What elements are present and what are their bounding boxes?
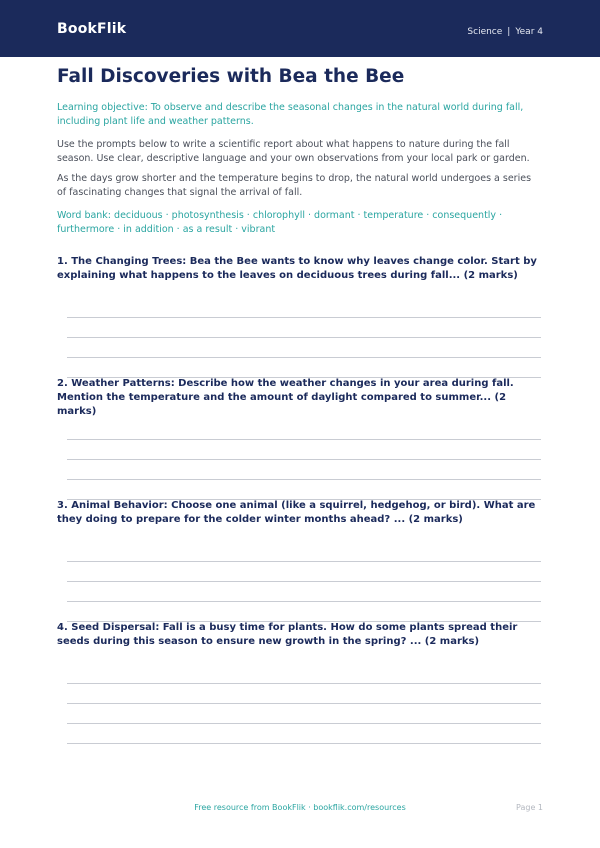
footer-credit[interactable]: Free resource from BookFlik · bookflik.com/resources (194, 803, 406, 812)
answer-line (67, 479, 541, 480)
answer-line (67, 561, 541, 562)
page-title: Fall Discoveries with Bea the Bee (57, 66, 405, 87)
question-4 (57, 621, 543, 649)
answer-line (67, 601, 541, 602)
answer-line (67, 703, 541, 704)
subject-label: Science (467, 27, 503, 37)
answer-line (67, 723, 541, 724)
word-bank: Word bank: deciduous · photosynthesis · chlorophyll · dormant · temperature · consequently · furthermore · in addition · as a result · vibrant (57, 210, 503, 235)
question-3 (57, 499, 543, 527)
answer-line (67, 317, 541, 318)
brand-logo: BookFlik (57, 21, 127, 37)
question-3-text: 3. Animal Behavior: Choose one animal (like a squirrel, hedgehog, or bird). What are they doing to prepare for the colder winter months ahead? ... (2 marks) (57, 500, 536, 525)
answer-line (67, 439, 541, 440)
meta-separator: | (507, 27, 511, 37)
question-2-text: 2. Weather Patterns: Describe how the weather changes in your area during fall. Mention the temperature and the amount of daylight compared to summer... (2 marks) (57, 378, 514, 417)
page-number: Page 1 (516, 803, 543, 812)
question-2 (57, 377, 543, 419)
subject-meta (467, 28, 543, 37)
answer-line (67, 743, 541, 744)
question-1-text: 1. The Changing Trees: Bea the Bee wants to know why leaves change color. Start by explaining what happens to the leaves on deciduous trees during fall... (2 marks) (57, 256, 537, 281)
answer-line (67, 581, 541, 582)
learning-objective: Learning objective: To observe and describe the seasonal changes in the natural world during fall, including plant life and weather patterns. (57, 102, 524, 127)
answer-line (67, 357, 541, 358)
context-paragraph: As the days grow shorter and the temperature begins to drop, the natural world undergoes a series of fascinating changes that signal the arrival of fall. (57, 173, 532, 198)
year-label: Year 4 (515, 27, 543, 37)
question-1 (57, 255, 543, 283)
header-bar (0, 0, 600, 57)
question-4-text: 4. Seed Dispersal: Fall is a busy time for plants. How do some plants spread their seeds during this season to ensure new growth in the spring? ... (2 marks) (57, 622, 518, 647)
answer-line (67, 337, 541, 338)
intro-paragraph: Use the prompts below to write a scientific report about what happens to nature during the fall season. Use clear, descriptive language and your own observations from your local park or garden. (57, 139, 530, 164)
answer-line (67, 459, 541, 460)
worksheet-intro (57, 66, 543, 236)
answer-line (67, 683, 541, 684)
